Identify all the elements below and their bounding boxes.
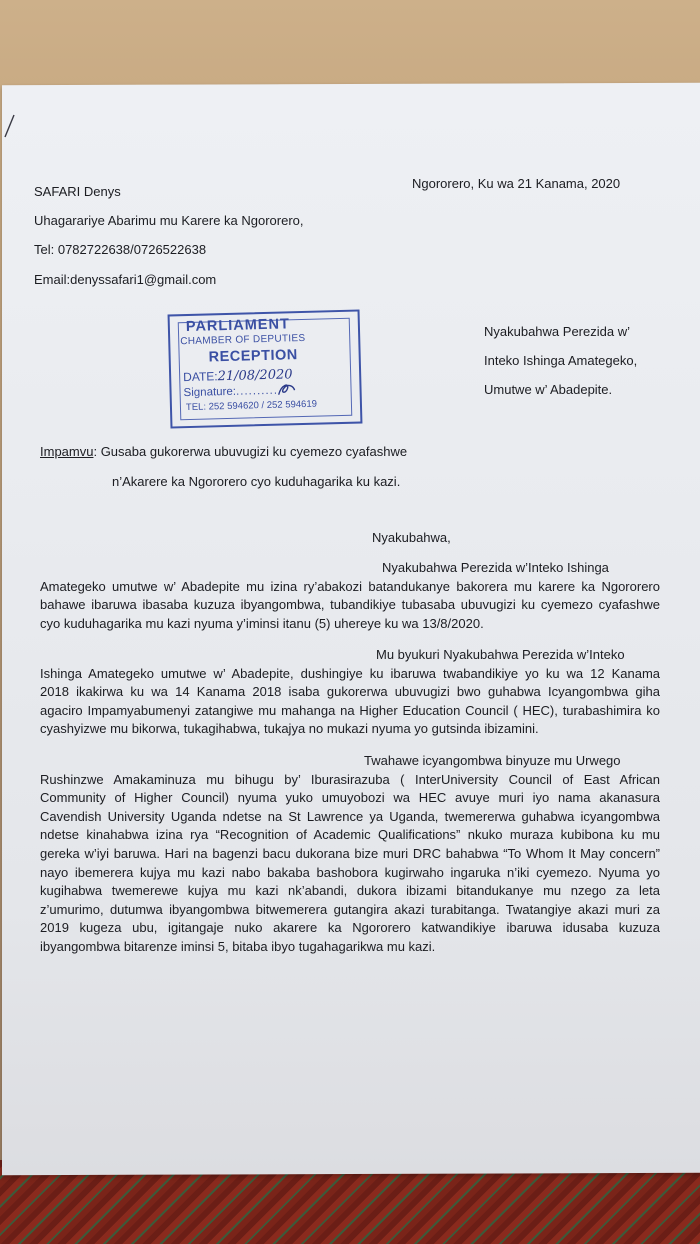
handwritten-signature-icon bbox=[275, 380, 297, 399]
paragraph-line: nayo ibemerera kujya mu kazi nabo bakaba bashobora kugirwaho ingaruka n’iki cyemezo. Nyuma yo bbox=[40, 864, 660, 880]
recipient-line: Inteko Ishinga Amategeko, bbox=[484, 353, 638, 368]
paragraph-line: ndetse kinahabwa izina rya “Recognition of Academic Qualifications” nkuko muraza kubibona ku mu bbox=[40, 827, 660, 843]
paragraph-line: cyashyizwe mu bikorwa, tukagihabwa, tukajya no mukazi nyuma yo gutsinda ibizamini. bbox=[40, 721, 539, 737]
paragraph-line: Ishinga Amategeko umutwe w’ Abadepite, dushingiye ku ibaruwa twabandikiye yo ku wa 12 Kanama bbox=[40, 665, 660, 681]
sender-email: Email:denyssafari1@gmail.com bbox=[34, 272, 217, 287]
paragraph-line: Community of Higher Council) nyuma yuko umuyobozi wa HEC avuye muri iyo nama akanasura bbox=[40, 790, 660, 806]
stamp-signature-label: Signature: bbox=[183, 385, 237, 400]
paragraph-line: kugihabwa twemerewe kujya mu kazi nk’abandi, dukora ibizami bitandukanye mu nzego za leta bbox=[40, 883, 660, 899]
stamp-reception: RECEPTION bbox=[208, 347, 298, 366]
place-date: Ngororero, Ku wa 21 Kanama, 2020 bbox=[412, 176, 621, 191]
paragraph-2 bbox=[40, 646, 660, 739]
sender-name: SAFARI Denys bbox=[34, 184, 121, 199]
recipient-line: Nyakubahwa Perezida w’ bbox=[484, 324, 630, 339]
paragraph-line: cyo kuduhagarika mu kazi nyuma y’iminsi itanu (5) uhereye ku wa 13/8/2020. bbox=[40, 615, 484, 631]
paragraph-line: Rushinzwe Amakaminuza mu bihugu by’ Iburasirazuba ( InterUniversity Council of East African bbox=[40, 771, 660, 787]
stamp-date-value: 21/08/2020 bbox=[217, 367, 293, 385]
paragraph-line: ibyangombwa bitarenze iminsi 5, bitaba ibyo tugahagarikwa mu kazi. bbox=[40, 938, 436, 954]
subject-line bbox=[40, 444, 407, 459]
paragraph-line: Cavendish University Uganda ndetse na St Lawrence ya Uganda, twemererwa guhabwa icyangombwa bbox=[40, 808, 660, 824]
sender-tel: Tel: 0782722638/0726522638 bbox=[34, 242, 207, 257]
paragraph-line: Twahawe icyangombwa binyuze mu Urwego bbox=[364, 753, 621, 768]
stamp-title: PARLIAMENT bbox=[185, 316, 291, 336]
stamp-date-label: DATE: bbox=[183, 369, 218, 385]
sender-role: Uhagarariye Abarimu mu Karere ka Ngororero, bbox=[34, 213, 304, 228]
stamp-subtitle: CHAMBER OF DEPUTIES bbox=[180, 332, 306, 348]
paragraph-line: 2019 kugeza ubu, igitangaje nuko akarere ka Ngororero katwandikiye ibaruwa idusaba kuzuza bbox=[40, 920, 660, 936]
paragraph-3 bbox=[40, 752, 660, 957]
subject-line-2: n’Akarere ka Ngororero cyo kuduhagarika ku kazi. bbox=[112, 474, 401, 489]
reception-stamp bbox=[168, 310, 363, 429]
recipient-line: Umutwe w’ Abadepite. bbox=[484, 382, 613, 397]
subject-label: Impamvu bbox=[40, 444, 94, 459]
paragraph-line: 2018 ikakirwa ku wa 14 Kanama 2018 isaba gukorerwa ubuvugizi bwo guhabwa Icyangombwa giha bbox=[40, 684, 660, 700]
paragraph-line: z’umurimo, dutumwa ibyangombwa bitwemerera gutangira akazi turabitanga. Twatangiye akazi muri za bbox=[40, 901, 660, 917]
paragraph-line: Nyakubahwa Perezida w’Inteko Ishinga bbox=[382, 560, 609, 575]
stamp-tel: TEL: 252 594620 / 252 594619 bbox=[185, 398, 318, 414]
paragraph-line: bahawe ibaruwa ibasaba kuzuza ibyangombwa, tubandikiye tubasaba ubuvugizi ku cyemezo cyafashwe bbox=[40, 597, 660, 613]
paragraph-line: Mu byukuri Nyakubahwa Perezida w’Inteko bbox=[376, 647, 625, 662]
salutation: Nyakubahwa, bbox=[372, 530, 451, 545]
paragraph-1 bbox=[40, 559, 660, 633]
paragraph-line: gereka w’iyi baruwa. Hari na bagenzi bacu dukorana bize muri DRC bahabwa “To Whom It May concern” bbox=[40, 845, 660, 861]
paragraph-line: agaciro Impamyabumenyi zatangiwe mu mahanga na Higher Education Council ( HEC), turabashimira ko bbox=[40, 702, 660, 718]
stamp-signature: Signature:.......... bbox=[183, 385, 278, 399]
subject-text: : Gusaba gukorerwa ubuvugizi ku cyemezo cyafashwe bbox=[93, 444, 408, 459]
paragraph-line: Amategeko umutwe w’ Abadepite mu izina ry’abakozi batandukanye bakorera mu karere ka Ngororero bbox=[40, 578, 660, 594]
